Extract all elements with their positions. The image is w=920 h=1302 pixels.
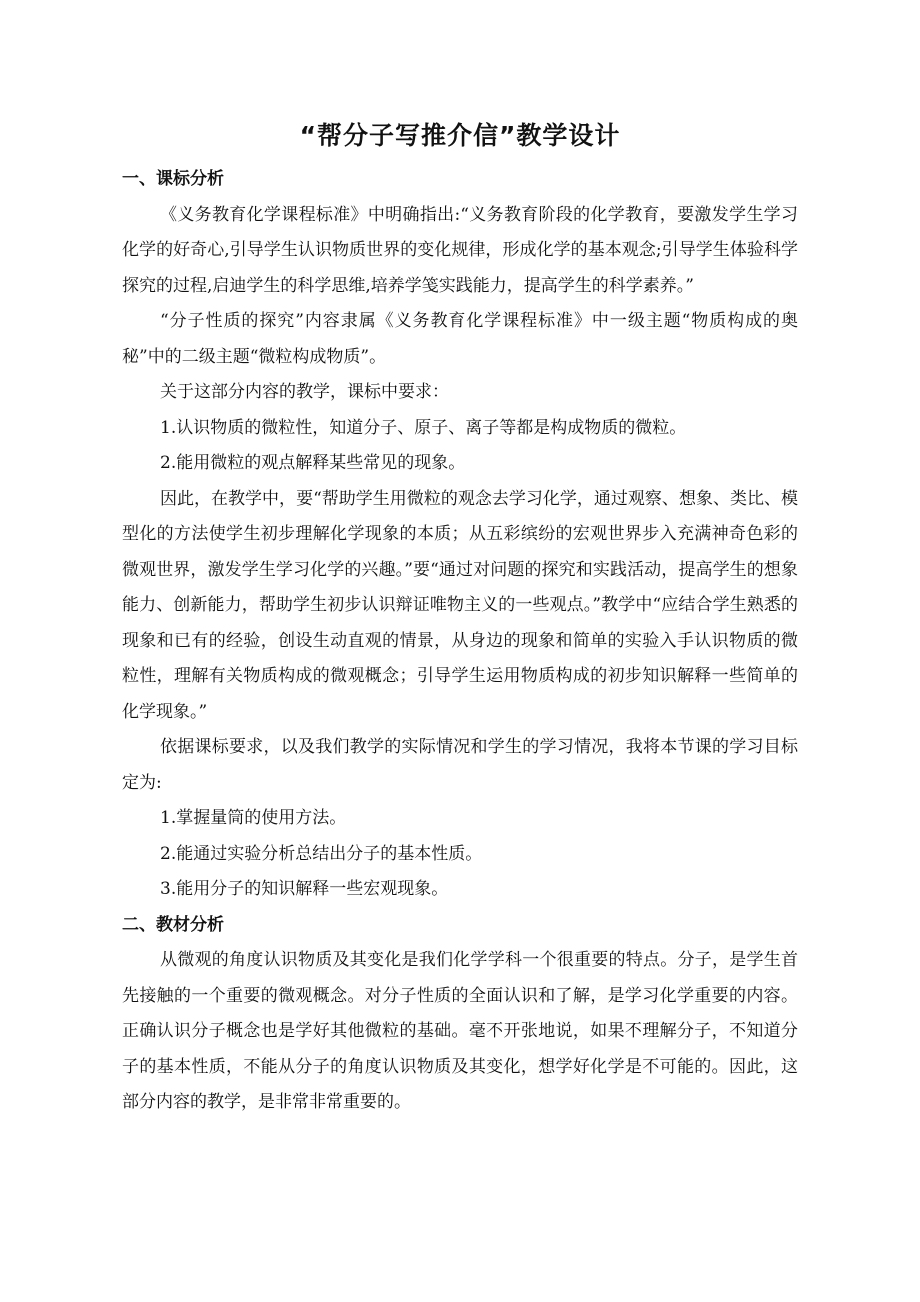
paragraph: 关于这部分内容的教学，课标中要求： — [160, 382, 449, 402]
section-heading-curriculum-analysis: 一、课标分析 — [122, 169, 224, 189]
list-item: 2.能通过实验分析总结出分子的基本性质。 — [160, 843, 483, 864]
paragraph: 从微观的角度认识物质及其变化是我们化学学科一个很重要的特点。分子，是学生首先接触的一个重要的微观概念。对分子性质的全面认识和了解，是学习化学重要的内容。正确认识分子概念也是学好其他微粒的基础。毫不开张地说，如果不理解分子，不知道分子的基本性质，不能从分子的角度认识物质及其变化，想学好化学是不可能的。因此，这部分内容的教学，是非常非常重要的。 — [122, 950, 798, 1112]
document-body — [122, 162, 798, 1121]
paragraph: “分子性质的探究”内容隶属《义务教育化学课程标准》中一级主题“物质构成的奥秘”中的二级主题“微粒构成物质”。 — [122, 311, 798, 367]
paragraph: 《义务教育化学课程标准》中明确指出:“义务教育阶段的化学教育，要激发学生学习化学的好奇心,引导学生认识物质世界的变化规律，形成化学的基本观念;引导学生体验科学探究的过程,启迪学生的科学思维,培养学笺实践能力，提高学生的科学素养。” — [122, 204, 798, 296]
paragraph: 依据课标要求，以及我们教学的实际情况和学生的学习情况，我将本节课的学习目标定为: — [122, 737, 798, 793]
paragraph: 因此，在教学中，要“帮助学生用微粒的观念去学习化学，通过观察、想象、类比、模型化的方法使学生初步理解化学现象的本质；从五彩缤纷的宏观世界步入充满神奇色彩的微观世界，激发学生学习化学的兴趣。”要“通过对问题的探究和实践活动，提高学生的想象能力、创新能力，帮助学生初步认识辩证唯物主义的一些观点。”教学中“应结合学生熟悉的现象和已有的经验，创设生动直观的情景，从身边的现象和简单的实验入手认识物质的微粒性，理解有关物质构成的微观概念；引导学生运用物质构成的初步知识解释一些简单的化学现象。” — [122, 488, 798, 722]
list-item: 1.认识物质的微粒性，知道分子、原子、离子等都是构成物质的微粒。 — [160, 417, 687, 438]
list-item: 1.掌握量筒的使用方法。 — [160, 808, 347, 828]
list-item: 3.能用分子的知识解释一些宏观现象。 — [160, 879, 449, 899]
document-title: “帮分子写推介信”教学设计 — [299, 121, 621, 150]
list-item: 2.能用微粒的观点解释某些常见的现象。 — [160, 453, 466, 473]
section-heading-textbook-analysis: 二、教材分析 — [122, 914, 224, 935]
